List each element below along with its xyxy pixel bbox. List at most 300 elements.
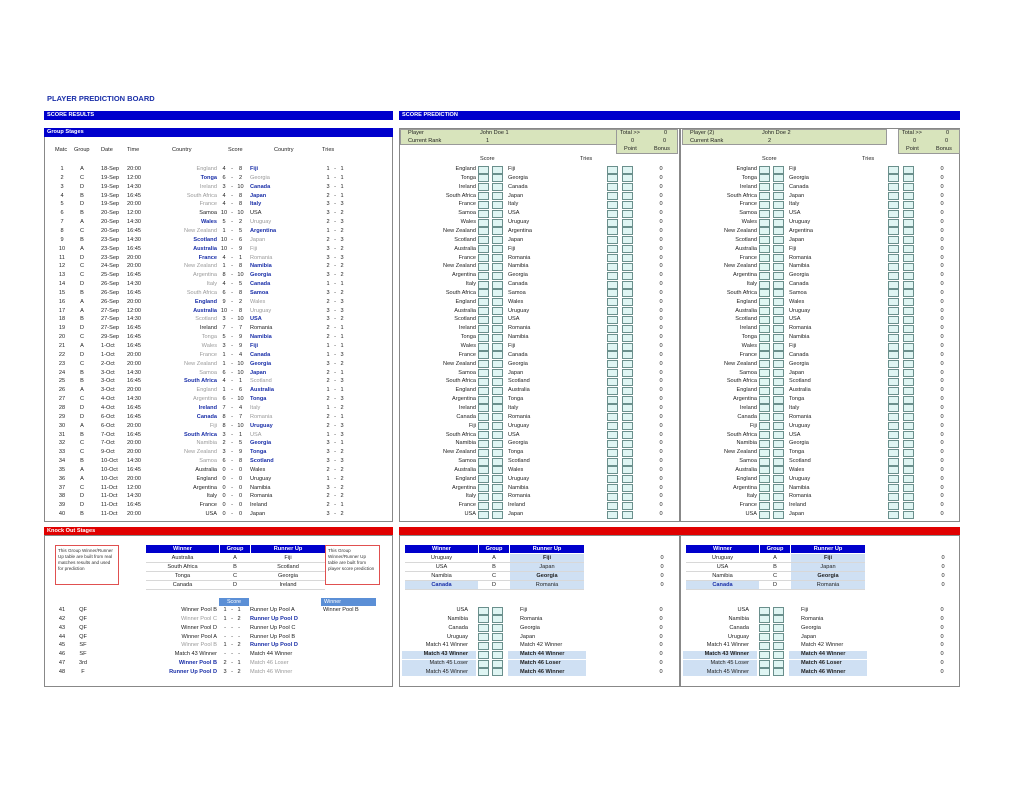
pred-home-score-input[interactable] <box>759 387 770 395</box>
away-score[interactable]: 10 <box>237 183 244 190</box>
ko-pred-home-score-input[interactable] <box>759 607 770 615</box>
pred-home-score-input[interactable] <box>478 369 489 377</box>
pred-away-score-input[interactable] <box>492 272 503 280</box>
home-score[interactable]: 3 <box>222 316 226 323</box>
pred-home-score-input[interactable] <box>478 245 489 253</box>
pred-away-tries-input[interactable] <box>903 325 914 333</box>
home-score[interactable]: 4 <box>222 281 226 288</box>
ko-pred-away-score-input[interactable] <box>492 668 503 676</box>
ko-away-score[interactable]: 2 <box>237 668 241 675</box>
pred-away-score-input[interactable] <box>773 289 784 297</box>
pred-away-tries-input[interactable] <box>622 511 633 519</box>
home-score[interactable]: 4 <box>222 378 226 385</box>
pred-away-tries-input[interactable] <box>903 404 914 412</box>
pred-home-score-input[interactable] <box>759 219 770 227</box>
pred-away-score-input[interactable] <box>492 404 503 412</box>
pred-away-tries-input[interactable] <box>903 422 914 430</box>
pred-away-tries-input[interactable] <box>903 254 914 262</box>
ko-home-score[interactable]: 1 <box>223 607 227 613</box>
pred-away-tries-input[interactable] <box>622 413 633 421</box>
away-score[interactable]: 10 <box>237 422 244 429</box>
away-score[interactable]: 8 <box>238 307 243 314</box>
pred-home-tries-input[interactable] <box>888 466 899 474</box>
pred-away-score-input[interactable] <box>492 227 503 235</box>
pred-home-score-input[interactable] <box>759 201 770 209</box>
pred-away-tries-input[interactable] <box>903 440 914 448</box>
away-score[interactable]: 10 <box>237 316 244 323</box>
pred-home-tries-input[interactable] <box>888 343 899 351</box>
ko-pred-away-score-input[interactable] <box>773 615 784 623</box>
pred-away-score-input[interactable] <box>773 502 784 510</box>
pred-away-score-input[interactable] <box>773 174 784 182</box>
pred-home-score-input[interactable] <box>759 316 770 324</box>
pred-away-tries-input[interactable] <box>903 475 914 483</box>
pred-away-tries-input[interactable] <box>622 484 633 492</box>
pred-home-tries-input[interactable] <box>888 502 899 510</box>
ko-pred-away-score-input[interactable] <box>773 668 784 676</box>
home-score[interactable]: 7 <box>222 404 226 411</box>
home-score[interactable]: 6 <box>222 174 226 181</box>
pred-away-score-input[interactable] <box>773 378 784 386</box>
pred-home-score-input[interactable] <box>478 192 489 200</box>
ko-pred-away-score-input[interactable] <box>492 624 503 632</box>
pred-home-score-input[interactable] <box>759 245 770 253</box>
away-tries[interactable]: 3 <box>340 307 344 314</box>
home-tries[interactable]: 2 <box>326 422 330 429</box>
pred-home-score-input[interactable] <box>759 343 770 351</box>
pred-home-score-input[interactable] <box>478 334 489 342</box>
pred-away-score-input[interactable] <box>773 201 784 209</box>
pred-away-score-input[interactable] <box>773 475 784 483</box>
pred-home-tries-input[interactable] <box>888 201 899 209</box>
away-score[interactable]: 10 <box>237 210 244 217</box>
ko-home-score[interactable]: - <box>224 633 226 640</box>
pred-home-score-input[interactable] <box>759 404 770 412</box>
home-score[interactable]: 3 <box>222 343 226 349</box>
ko-pred-away-score-input[interactable] <box>492 633 503 641</box>
pred-home-score-input[interactable] <box>759 466 770 474</box>
pred-away-tries-input[interactable] <box>622 378 633 386</box>
pred-away-tries-input[interactable] <box>622 307 633 315</box>
away-tries[interactable]: 2 <box>340 475 344 482</box>
pred-home-score-input[interactable] <box>478 404 489 412</box>
away-score[interactable]: 10 <box>237 396 244 403</box>
home-score[interactable]: 0 <box>222 475 226 482</box>
pred-home-tries-input[interactable] <box>888 219 899 227</box>
pred-away-score-input[interactable] <box>773 192 784 200</box>
home-score[interactable]: 0 <box>222 484 226 491</box>
pred-away-tries-input[interactable] <box>622 174 633 182</box>
pred-away-tries-input[interactable] <box>903 263 914 271</box>
away-score[interactable]: 1 <box>238 431 243 438</box>
pred-away-score-input[interactable] <box>773 281 784 289</box>
pred-home-score-input[interactable] <box>759 174 770 182</box>
home-score[interactable]: 0 <box>222 493 226 500</box>
pred-home-tries-input[interactable] <box>607 351 618 359</box>
pred-away-score-input[interactable] <box>492 334 503 342</box>
pred-home-score-input[interactable] <box>759 254 770 262</box>
pred-away-score-input[interactable] <box>492 396 503 404</box>
pred-away-score-input[interactable] <box>492 281 503 289</box>
pred-home-tries-input[interactable] <box>888 431 899 439</box>
pred-home-tries-input[interactable] <box>888 210 899 218</box>
away-score[interactable]: 8 <box>238 192 243 199</box>
home-score[interactable]: 5 <box>222 219 226 226</box>
pred-home-score-input[interactable] <box>759 458 770 466</box>
pred-away-tries-input[interactable] <box>622 422 633 430</box>
ko-pred-away-score-input[interactable] <box>773 607 784 615</box>
pred-home-tries-input[interactable] <box>607 404 618 412</box>
home-score[interactable]: 10 <box>220 210 228 217</box>
away-score[interactable]: 8 <box>238 263 243 270</box>
pred-home-tries-input[interactable] <box>607 343 618 351</box>
away-tries[interactable]: 1 <box>340 502 344 509</box>
ko-pred-home-score-input[interactable] <box>759 615 770 623</box>
pred-away-tries-input[interactable] <box>622 334 633 342</box>
pred-home-score-input[interactable] <box>759 227 770 235</box>
home-tries[interactable]: 2 <box>326 298 330 305</box>
pred-away-tries-input[interactable] <box>903 431 914 439</box>
ko-away-score[interactable]: 1 <box>237 607 241 613</box>
away-score[interactable]: 0 <box>238 466 243 473</box>
pred-away-score-input[interactable] <box>492 236 503 244</box>
pred-home-tries-input[interactable] <box>888 422 899 430</box>
pred-away-score-input[interactable] <box>773 227 784 235</box>
home-tries[interactable]: 2 <box>326 369 330 376</box>
home-score[interactable]: 0 <box>222 502 226 509</box>
pred-home-tries-input[interactable] <box>607 236 618 244</box>
home-tries[interactable]: 3 <box>326 316 330 323</box>
pred-home-tries-input[interactable] <box>888 245 899 253</box>
pred-home-score-input[interactable] <box>759 378 770 386</box>
pred-away-tries-input[interactable] <box>903 378 914 386</box>
pred-away-tries-input[interactable] <box>903 458 914 466</box>
away-tries[interactable]: 1 <box>340 343 344 349</box>
pred-home-score-input[interactable] <box>478 387 489 395</box>
home-tries[interactable]: 2 <box>326 263 330 270</box>
away-score[interactable]: 6 <box>238 387 243 394</box>
pred-home-tries-input[interactable] <box>607 183 618 191</box>
pred-home-tries-input[interactable] <box>607 201 618 209</box>
pred-home-score-input[interactable] <box>478 475 489 483</box>
home-tries[interactable]: 1 <box>326 387 330 394</box>
away-tries[interactable]: 2 <box>340 511 344 518</box>
pred-away-tries-input[interactable] <box>903 236 914 244</box>
away-score[interactable]: 8 <box>238 166 243 172</box>
home-score[interactable]: 2 <box>222 440 226 447</box>
home-tries[interactable]: 1 <box>326 343 330 349</box>
pred-away-tries-input[interactable] <box>903 210 914 218</box>
pred-home-tries-input[interactable] <box>888 413 899 421</box>
away-tries[interactable]: 1 <box>340 387 344 394</box>
pred-home-tries-input[interactable] <box>888 484 899 492</box>
away-tries[interactable]: 3 <box>340 219 344 226</box>
away-score[interactable]: 8 <box>238 458 243 465</box>
ko-home-score[interactable]: - <box>224 651 226 658</box>
pred-away-score-input[interactable] <box>492 502 503 510</box>
ko-pred-away-score-input[interactable] <box>492 615 503 623</box>
ko-away-score[interactable]: - <box>238 633 240 640</box>
pred-home-tries-input[interactable] <box>607 502 618 510</box>
pred-away-score-input[interactable] <box>773 183 784 191</box>
pred-away-score-input[interactable] <box>773 387 784 395</box>
pred-home-score-input[interactable] <box>478 484 489 492</box>
pred-away-score-input[interactable] <box>492 493 503 501</box>
pred-away-score-input[interactable] <box>492 174 503 182</box>
pred-away-score-input[interactable] <box>492 210 503 218</box>
ko-pred-home-score-input[interactable] <box>478 633 489 641</box>
ko-pred-away-score-input[interactable] <box>492 607 503 615</box>
pred-home-score-input[interactable] <box>478 236 489 244</box>
away-score[interactable]: 7 <box>238 325 243 332</box>
away-score[interactable]: 1 <box>238 378 243 385</box>
pred-away-score-input[interactable] <box>492 378 503 386</box>
pred-away-score-input[interactable] <box>773 351 784 359</box>
ko-pred-away-score-input[interactable] <box>773 651 784 659</box>
pred-home-tries-input[interactable] <box>888 281 899 289</box>
pred-away-tries-input[interactable] <box>903 307 914 315</box>
home-tries[interactable]: 3 <box>326 183 330 190</box>
ko-pred-home-score-input[interactable] <box>759 633 770 641</box>
away-score[interactable]: 5 <box>238 281 243 288</box>
away-score[interactable]: 9 <box>238 334 243 341</box>
ko-home-score[interactable]: 1 <box>223 615 227 622</box>
pred-away-score-input[interactable] <box>773 166 784 174</box>
away-score[interactable]: 0 <box>238 475 243 482</box>
pred-away-score-input[interactable] <box>773 219 784 227</box>
ko-pred-home-score-input[interactable] <box>759 660 770 668</box>
pred-home-score-input[interactable] <box>759 396 770 404</box>
pred-home-tries-input[interactable] <box>607 192 618 200</box>
ko-pred-away-score-input[interactable] <box>492 660 503 668</box>
pred-home-score-input[interactable] <box>759 325 770 333</box>
pred-home-score-input[interactable] <box>478 466 489 474</box>
ko-pred-home-score-input[interactable] <box>759 651 770 659</box>
pred-home-score-input[interactable] <box>759 289 770 297</box>
away-tries[interactable]: 2 <box>340 227 344 234</box>
pred-home-tries-input[interactable] <box>888 369 899 377</box>
pred-away-tries-input[interactable] <box>903 245 914 253</box>
pred-home-tries-input[interactable] <box>607 334 618 342</box>
pred-away-score-input[interactable] <box>492 316 503 324</box>
pred-home-score-input[interactable] <box>478 422 489 430</box>
home-tries[interactable]: 2 <box>326 192 330 199</box>
pred-away-tries-input[interactable] <box>903 351 914 359</box>
pred-home-tries-input[interactable] <box>888 387 899 395</box>
pred-home-score-input[interactable] <box>759 484 770 492</box>
pred-home-score-input[interactable] <box>759 192 770 200</box>
pred-away-tries-input[interactable] <box>903 449 914 457</box>
away-tries[interactable]: 3 <box>340 254 344 261</box>
pred-home-score-input[interactable] <box>478 449 489 457</box>
pred-home-tries-input[interactable] <box>888 511 899 519</box>
ko-away-score[interactable]: - <box>238 651 240 658</box>
ko-pred-away-score-input[interactable] <box>773 642 784 650</box>
pred-home-score-input[interactable] <box>759 263 770 271</box>
home-score[interactable]: 1 <box>222 387 226 394</box>
pred-away-tries-input[interactable] <box>622 404 633 412</box>
pred-away-score-input[interactable] <box>492 325 503 333</box>
away-tries[interactable]: 3 <box>340 378 344 385</box>
ko-pred-away-score-input[interactable] <box>492 651 503 659</box>
pred-home-score-input[interactable] <box>478 351 489 359</box>
pred-away-score-input[interactable] <box>492 351 503 359</box>
home-tries[interactable]: 2 <box>326 396 330 403</box>
pred-away-score-input[interactable] <box>492 458 503 466</box>
pred-away-tries-input[interactable] <box>622 316 633 324</box>
pred-away-tries-input[interactable] <box>622 387 633 395</box>
pred-home-tries-input[interactable] <box>888 493 899 501</box>
away-tries[interactable]: 3 <box>340 351 344 358</box>
pred-away-score-input[interactable] <box>773 298 784 306</box>
pred-home-tries-input[interactable] <box>888 272 899 280</box>
pred-home-tries-input[interactable] <box>888 475 899 483</box>
pred-home-tries-input[interactable] <box>607 298 618 306</box>
ko-pred-home-score-input[interactable] <box>478 615 489 623</box>
pred-home-score-input[interactable] <box>478 201 489 209</box>
pred-away-tries-input[interactable] <box>622 183 633 191</box>
away-tries[interactable]: 1 <box>340 174 344 181</box>
pred-away-score-input[interactable] <box>773 511 784 519</box>
home-tries[interactable]: 1 <box>326 281 330 288</box>
pred-away-score-input[interactable] <box>492 254 503 262</box>
pred-away-tries-input[interactable] <box>622 298 633 306</box>
ko-pred-away-score-input[interactable] <box>773 660 784 668</box>
home-tries[interactable]: 1 <box>326 404 330 411</box>
away-tries[interactable]: 2 <box>340 316 344 323</box>
pred-home-tries-input[interactable] <box>607 413 618 421</box>
pred-home-tries-input[interactable] <box>888 298 899 306</box>
pred-home-score-input[interactable] <box>478 272 489 280</box>
home-tries[interactable]: 3 <box>326 245 330 252</box>
away-tries[interactable]: 3 <box>340 458 344 465</box>
pred-home-score-input[interactable] <box>759 351 770 359</box>
away-score[interactable]: 5 <box>238 227 243 234</box>
pred-away-tries-input[interactable] <box>622 343 633 351</box>
home-tries[interactable]: 1 <box>326 166 330 172</box>
pred-home-score-input[interactable] <box>478 396 489 404</box>
pred-home-score-input[interactable] <box>478 360 489 368</box>
pred-away-tries-input[interactable] <box>903 201 914 209</box>
pred-home-score-input[interactable] <box>478 298 489 306</box>
pred-home-score-input[interactable] <box>759 502 770 510</box>
away-score[interactable]: 6 <box>238 236 243 243</box>
pred-away-score-input[interactable] <box>773 458 784 466</box>
pred-away-score-input[interactable] <box>773 236 784 244</box>
pred-away-score-input[interactable] <box>492 369 503 377</box>
pred-home-tries-input[interactable] <box>888 458 899 466</box>
pred-away-tries-input[interactable] <box>622 440 633 448</box>
pred-home-score-input[interactable] <box>478 183 489 191</box>
pred-home-score-input[interactable] <box>759 210 770 218</box>
pred-home-tries-input[interactable] <box>888 449 899 457</box>
pred-home-score-input[interactable] <box>478 493 489 501</box>
home-tries[interactable]: 2 <box>326 466 330 473</box>
home-tries[interactable]: 2 <box>326 493 330 500</box>
player-name[interactable]: John Doe 2 <box>762 130 791 136</box>
pred-away-tries-input[interactable] <box>903 227 914 235</box>
pred-away-score-input[interactable] <box>492 511 503 519</box>
pred-away-tries-input[interactable] <box>903 369 914 377</box>
pred-home-score-input[interactable] <box>478 458 489 466</box>
pred-away-score-input[interactable] <box>492 307 503 315</box>
pred-home-tries-input[interactable] <box>888 440 899 448</box>
home-score[interactable]: 4 <box>222 201 226 208</box>
pred-away-score-input[interactable] <box>773 325 784 333</box>
ko-home-score[interactable]: 3 <box>223 668 227 675</box>
away-score[interactable]: 8 <box>238 201 243 208</box>
pred-away-score-input[interactable] <box>773 245 784 253</box>
pred-home-tries-input[interactable] <box>888 404 899 412</box>
away-tries[interactable]: 1 <box>340 413 344 420</box>
pred-home-tries-input[interactable] <box>607 422 618 430</box>
home-tries[interactable]: 3 <box>326 254 330 261</box>
pred-home-score-input[interactable] <box>759 334 770 342</box>
home-score[interactable]: 1 <box>222 360 226 367</box>
pred-away-tries-input[interactable] <box>622 219 633 227</box>
ko-away-score[interactable]: 1 <box>237 660 241 667</box>
pred-home-tries-input[interactable] <box>888 174 899 182</box>
pred-away-tries-input[interactable] <box>622 475 633 483</box>
home-score[interactable]: 3 <box>222 431 226 438</box>
pred-away-tries-input[interactable] <box>622 449 633 457</box>
pred-away-score-input[interactable] <box>492 245 503 253</box>
pred-away-tries-input[interactable] <box>903 413 914 421</box>
pred-home-tries-input[interactable] <box>888 325 899 333</box>
pred-home-tries-input[interactable] <box>607 511 618 519</box>
pred-away-tries-input[interactable] <box>622 502 633 510</box>
pred-home-tries-input[interactable] <box>607 484 618 492</box>
pred-away-score-input[interactable] <box>492 219 503 227</box>
pred-away-tries-input[interactable] <box>903 360 914 368</box>
away-tries[interactable]: 1 <box>340 281 344 288</box>
home-tries[interactable]: 2 <box>326 378 330 385</box>
pred-home-tries-input[interactable] <box>888 192 899 200</box>
away-score[interactable]: 10 <box>237 272 244 279</box>
ko-pred-away-score-input[interactable] <box>492 642 503 650</box>
pred-away-score-input[interactable] <box>492 431 503 439</box>
pred-away-score-input[interactable] <box>773 334 784 342</box>
pred-home-tries-input[interactable] <box>607 431 618 439</box>
home-score[interactable]: 1 <box>222 351 226 358</box>
pred-home-tries-input[interactable] <box>607 466 618 474</box>
pred-home-tries-input[interactable] <box>607 227 618 235</box>
home-tries[interactable]: 2 <box>326 325 330 332</box>
pred-home-score-input[interactable] <box>759 449 770 457</box>
pred-home-tries-input[interactable] <box>888 360 899 368</box>
pred-away-score-input[interactable] <box>773 263 784 271</box>
pred-home-tries-input[interactable] <box>607 263 618 271</box>
pred-away-score-input[interactable] <box>492 422 503 430</box>
home-score[interactable]: 10 <box>220 307 228 314</box>
pred-away-tries-input[interactable] <box>622 466 633 474</box>
pred-home-score-input[interactable] <box>759 236 770 244</box>
pred-away-tries-input[interactable] <box>903 272 914 280</box>
pred-away-score-input[interactable] <box>492 298 503 306</box>
pred-away-score-input[interactable] <box>492 484 503 492</box>
pred-home-score-input[interactable] <box>759 511 770 519</box>
pred-home-tries-input[interactable] <box>607 316 618 324</box>
away-tries[interactable]: 1 <box>340 334 344 341</box>
pred-home-score-input[interactable] <box>478 174 489 182</box>
home-tries[interactable]: 1 <box>326 475 330 482</box>
away-score[interactable]: 8 <box>238 289 243 296</box>
pred-home-tries-input[interactable] <box>607 219 618 227</box>
pred-home-tries-input[interactable] <box>607 440 618 448</box>
away-tries[interactable]: 2 <box>340 404 344 411</box>
pred-home-tries-input[interactable] <box>607 360 618 368</box>
pred-away-tries-input[interactable] <box>622 351 633 359</box>
